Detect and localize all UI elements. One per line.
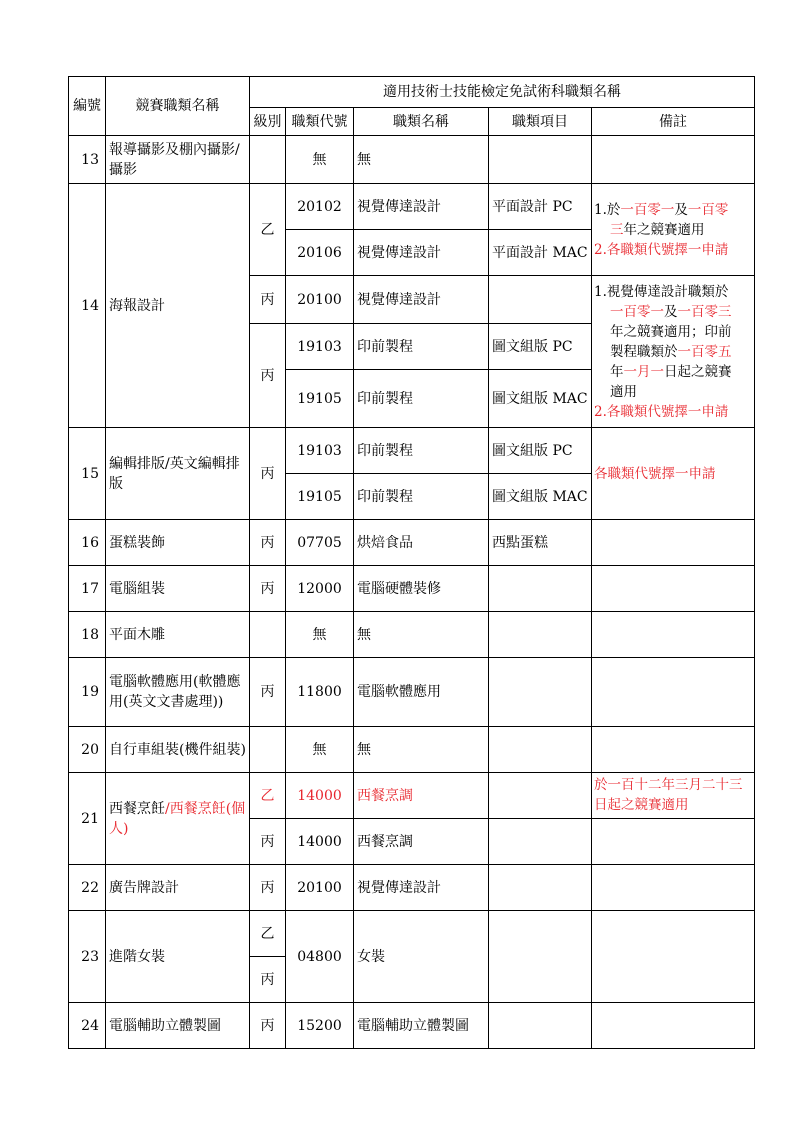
row-num: 15 [69, 428, 106, 520]
row-remark: 各職類代號擇一申請 [592, 428, 755, 520]
row-remark: 1.於一百零一及一百零 三年之競賽適用 2.各職類代號擇一申請 [592, 184, 755, 276]
row-level: 乙 [250, 911, 286, 957]
table-row [69, 727, 755, 773]
row-event: 電腦輔助立體製圖 [106, 1003, 250, 1049]
table-row [69, 612, 755, 658]
row-job-name: 視覺傳達設計 [354, 865, 489, 911]
row-item [489, 819, 592, 865]
row-job-name: 視覺傳達設計 [354, 230, 489, 276]
row-job-name: 西餐烹調 [354, 773, 489, 819]
row-job-name: 無 [354, 727, 489, 773]
row-num: 21 [69, 773, 106, 865]
row-num: 18 [69, 612, 106, 658]
row-code: 19105 [286, 370, 354, 428]
table-row [69, 428, 755, 474]
row-code: 20102 [286, 184, 354, 230]
row-num: 17 [69, 566, 106, 612]
row-remark [592, 658, 755, 727]
row-event: 電腦軟體應用(軟體應用(英文文書處理)) [106, 658, 250, 727]
row-code: 07705 [286, 520, 354, 566]
row-code: 20106 [286, 230, 354, 276]
row-remark [592, 865, 755, 911]
row-item [489, 727, 592, 773]
header-level: 級別 [250, 108, 286, 136]
header-item: 職類項目 [489, 108, 592, 136]
row-job-name: 電腦軟體應用 [354, 658, 489, 727]
table-row [69, 865, 755, 911]
row-level: 丙 [250, 276, 286, 324]
row-event: 電腦組裝 [106, 566, 250, 612]
row-level: 丙 [250, 658, 286, 727]
row-code: 19103 [286, 428, 354, 474]
row-code: 19103 [286, 324, 354, 370]
row-event: 海報設計 [106, 184, 250, 428]
row-level: 丙 [250, 1003, 286, 1049]
row-event: 廣告牌設計 [106, 865, 250, 911]
row-event: 編輯排版/英文編輯排版 [106, 428, 250, 520]
row-item [489, 566, 592, 612]
row-event: 平面木雕 [106, 612, 250, 658]
row-remark [592, 566, 755, 612]
header-num: 編號 [69, 77, 106, 136]
row-remark [592, 136, 755, 184]
row-code: 無 [286, 612, 354, 658]
row-event-main: 西餐烹飪 [109, 800, 165, 817]
row-level: 丙 [250, 957, 286, 1003]
row-code: 12000 [286, 566, 354, 612]
row-code: 04800 [286, 911, 354, 1003]
row-num: 13 [69, 136, 106, 184]
row-remark [592, 727, 755, 773]
row-item [489, 276, 592, 324]
row-code: 無 [286, 727, 354, 773]
eligibility-table [68, 76, 755, 1049]
row-level: 丙 [250, 566, 286, 612]
header-code: 職類代號 [286, 108, 354, 136]
table-row [69, 520, 755, 566]
row-item: 圖文組版 PC [489, 428, 592, 474]
row-item [489, 911, 592, 1003]
row-num: 16 [69, 520, 106, 566]
row-level: 丙 [250, 520, 286, 566]
row-code: 11800 [286, 658, 354, 727]
row-code: 15200 [286, 1003, 354, 1049]
row-code: 14000 [286, 819, 354, 865]
row-level [250, 727, 286, 773]
table-row [69, 1003, 755, 1049]
row-code: 20100 [286, 276, 354, 324]
row-remark [592, 819, 755, 865]
row-remark: 於一百十二年三月二十三日起之競賽適用 [592, 773, 755, 819]
row-job-name: 視覺傳達設計 [354, 276, 489, 324]
row-level: 丙 [250, 865, 286, 911]
row-job-name: 電腦輔助立體製圖 [354, 1003, 489, 1049]
row-remark [592, 612, 755, 658]
row-item [489, 773, 592, 819]
row-item [489, 658, 592, 727]
row-num: 19 [69, 658, 106, 727]
header-remark: 備註 [592, 108, 755, 136]
row-event: 自行車組裝(機件組裝) [106, 727, 250, 773]
row-item [489, 612, 592, 658]
row-num: 20 [69, 727, 106, 773]
row-item: 平面設計 PC [489, 184, 592, 230]
table-row [69, 658, 755, 727]
row-event [106, 773, 250, 865]
row-job-name: 印前製程 [354, 370, 489, 428]
row-level: 丙 [250, 428, 286, 520]
row-code: 19105 [286, 474, 354, 520]
row-item: 平面設計 MAC [489, 230, 592, 276]
table-row [69, 184, 755, 230]
row-event: 蛋糕裝飾 [106, 520, 250, 566]
row-level: 乙 [250, 184, 286, 276]
row-job-name: 女裝 [354, 911, 489, 1003]
row-event-extra: /西餐烹飪(個人) [109, 800, 246, 837]
table-row [69, 566, 755, 612]
row-job-name: 無 [354, 612, 489, 658]
row-num: 14 [69, 184, 106, 428]
row-job-name: 印前製程 [354, 428, 489, 474]
row-job-name: 電腦硬體裝修 [354, 566, 489, 612]
row-item: 圖文組版 MAC [489, 370, 592, 428]
header-event-name: 競賽職類名稱 [106, 77, 250, 136]
row-remark [592, 911, 755, 1003]
row-level [250, 136, 286, 184]
table-row [69, 773, 755, 819]
row-item: 西點蛋糕 [489, 520, 592, 566]
row-level: 丙 [250, 324, 286, 428]
row-level [250, 612, 286, 658]
row-num: 22 [69, 865, 106, 911]
row-item [489, 136, 592, 184]
table-row [69, 136, 755, 184]
row-code: 20100 [286, 865, 354, 911]
table-row [69, 911, 755, 957]
row-code: 無 [286, 136, 354, 184]
row-item [489, 1003, 592, 1049]
row-job-name: 西餐烹調 [354, 819, 489, 865]
row-num: 24 [69, 1003, 106, 1049]
row-job-name: 無 [354, 136, 489, 184]
row-job-name: 烘焙食品 [354, 520, 489, 566]
row-remark: 1.視覺傳達設計職類於 一百零一及一百零三 年之競賽適用；印前 製程職類於一百零五 年一月一日起之競賽 適用 2.各職類代號擇一申請 [592, 276, 755, 428]
row-remark [592, 1003, 755, 1049]
header-job-name: 職類名稱 [354, 108, 489, 136]
row-item [489, 865, 592, 911]
row-level: 乙 [250, 773, 286, 819]
row-event: 進階女裝 [106, 911, 250, 1003]
row-job-name: 印前製程 [354, 324, 489, 370]
row-job-name: 印前製程 [354, 474, 489, 520]
row-remark [592, 520, 755, 566]
row-num: 23 [69, 911, 106, 1003]
row-item: 圖文組版 PC [489, 324, 592, 370]
row-level: 丙 [250, 819, 286, 865]
row-item: 圖文組版 MAC [489, 474, 592, 520]
row-job-name: 視覺傳達設計 [354, 184, 489, 230]
header-group-title: 適用技術士技能檢定免試術科職類名稱 [250, 77, 755, 108]
row-event: 報導攝影及棚內攝影/攝影 [106, 136, 250, 184]
row-code: 14000 [286, 773, 354, 819]
